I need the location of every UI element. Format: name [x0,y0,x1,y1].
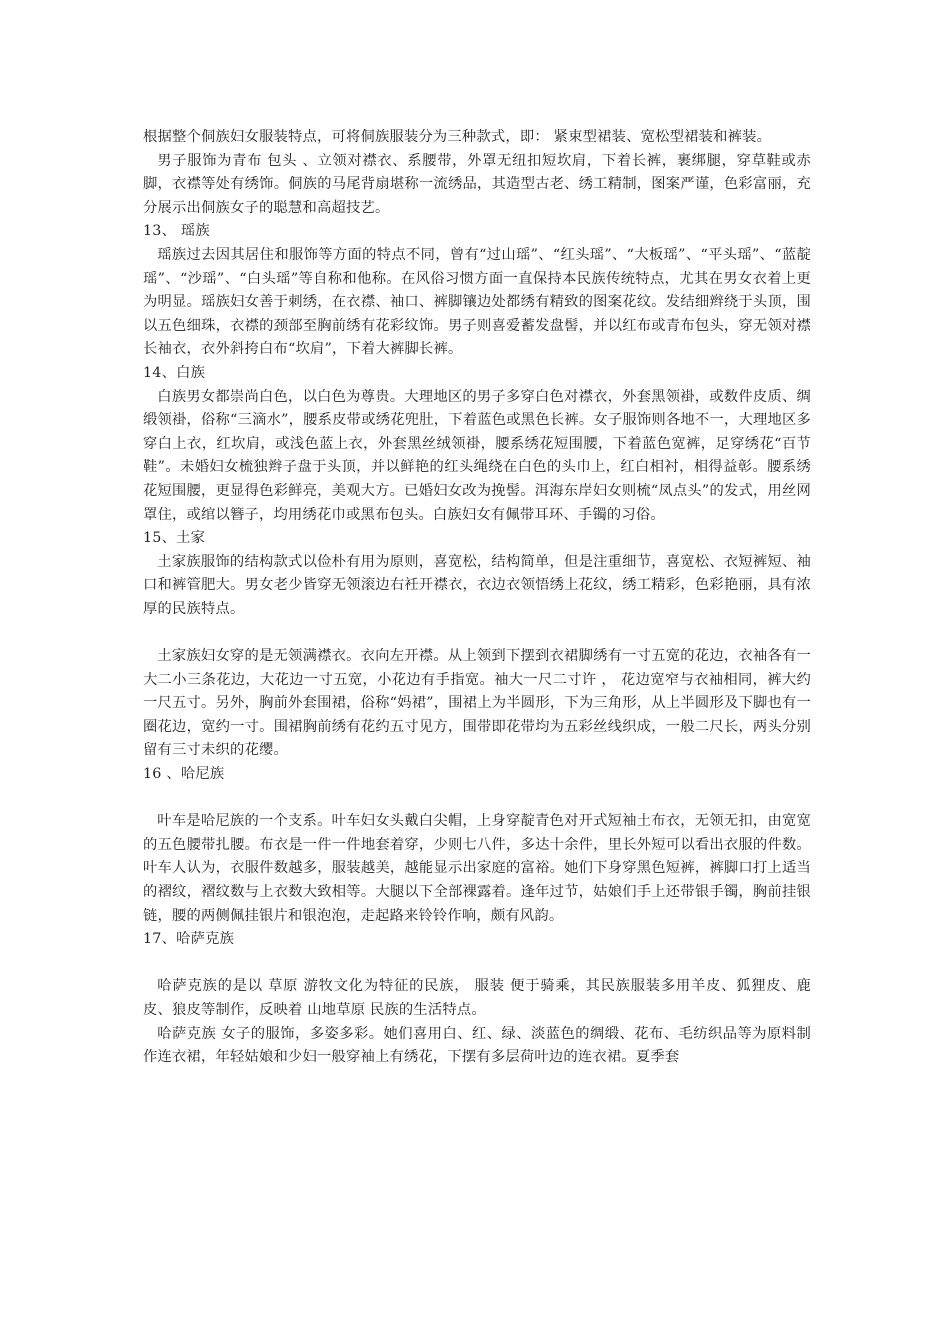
heading-tujia: 15、土家 [143,530,206,547]
heading-hani: 16 、哈尼族 [143,766,225,783]
heading-yao: 13、 瑶族 [143,223,210,240]
paragraph-tujia-general: 土家族服饰的结构款式以俭朴有用为原则，喜宽松，结构简单，但是注重细节，喜宽松、衣短裤短、袖口和裤管肥大。男女老少皆穿无领滚边右衽开襟衣，衣边衣领悟绣上花纹，绣工精彩，色彩艳丽，具有浓厚的民族特点。 [143,553,811,617]
blank-line [143,621,811,645]
paragraph-hani: 叶车是哈尼族的一个支系。叶车妇女头戴白尖帽，上身穿靛青色对开式短袖土布衣，无领无扣，由宽宽的五色腰带扎腰。布衣是一件一件地套着穿，少则七八件，多达十余件，里长外短可以看出衣服的件数。叶车人认为，衣服件数越多，服装越美，越能显示出家庭的富裕。她们下身穿黑色短裤，裤脚口打上适当的褶纹，褶纹数与上衣数大致相等。大腿以下全部裸露着。逢年过节，姑娘们手上还带银手镯，胸前挂银链，腰的两侧佩挂银片和银泡泡，走起路来铃铃作响，颇有风韵。 [143,813,811,924]
heading-bai: 14、白族 [143,364,206,381]
paragraph-kazakh-general: 哈萨克族的是以 草原 游牧文化为特征的民族， 服装 便于骑乘，其民族服装多用羊皮、狐狸皮、鹿皮、狼皮等制作，反映着 山地草原 民族的生活特点。 [143,978,811,1018]
paragraph-tujia-women: 土家族妇女穿的是无领满襟衣。衣向左开襟。从上领到下摆到衣裙脚绣有一寸五宽的花边，衣袖各有一大二小三条花边，大花边一寸五宽，小花边有手指宽。袖大一尺二寸许 ， 花边宽窄与衣袖相同，裤大约一尺五寸。另外，胸前外套围裙，俗称“妈裙”，围裙上为半圆形，下为三角形，从上半圆形及下脚也有一圈花边，宽约一寸。围裙胸前绣有花约五寸见方，围带即花带均为五彩丝线织成，一般二尺长，两头分别留有三寸未织的花缨。 [143,648,811,759]
document-body [143,126,811,1070]
blank-line [143,787,811,811]
paragraph-yao: 瑶族过去因其居住和服饰等方面的特点不同，曾有“过山瑶”、“红头瑶”、“大板瑶”、“平头瑶”、“蓝靛瑶”、“沙瑶”、“白头瑶”等自称和他称。在风俗习惯方面一直保持本民族传统特点，尤其在男女衣着上更为明显。瑶族妇女善于刺绣，在衣襟、袖口、裤脚镶边处都绣有精致的图案花纹。发结细辫绕于头顶，围以五色细珠，衣襟的颈部至胸前绣有花彩纹饰。男子则喜爱蓄发盘髻，并以红布或青布包头，穿无领对襟长袖衣，衣外斜挎白布“坎肩”，下着大裤脚长裤。 [143,246,811,358]
paragraph-dong-men-clothing: 男子服饰为青布 包头 、立领对襟衣、系腰带，外罩无纽扣短坎肩，下着长裤，裹绑腿，穿草鞋或赤脚，衣襟等处有绣饰。侗族的马尾背扇堪称一流绣品，其造型古老、绣工精制，图案严谨，色彩富丽，充分展示出侗族女子的聪慧和高超技艺。 [143,152,811,216]
paragraph-kazakh-women: 哈萨克族 女子的服饰，多姿多彩。她们喜用白、红、绿、淡蓝色的绸缎、花布、毛纺织品等为原料制作连衣裙，年轻姑娘和少妇一般穿袖上有绣花，下摆有多层荷叶边的连衣裙。夏季套 [143,1025,811,1066]
paragraph-bai: 白族男女都崇尚白色，以白色为尊贵。大理地区的男子多穿白色对襟衣，外套黑领褂，或数件皮质、绸缎领褂，俗称“三滴水”，腰系皮带或绣花兜肚，下着蓝色或黑色长裤。女子服饰则各地不一，大理地区多穿白上衣，红坎肩，或浅色蓝上衣，外套黑丝绒领褂，腰系绣花短围腰，下着蓝色宽裤，足穿绣花“百节鞋”。未婚妇女梳独辫子盘于头顶，并以鲜艳的红头绳绕在白色的头巾上，红白相衬，相得益彰。腰系绣花短围腰，更显得色彩鲜亮，美观大方。已婚妇女改为挽髻。洱海东岸妇女则梳“凤点头”的发式，用丝网罩住，或绾以簪子，均用绣花巾或黑布包头。白族妇女有佩带耳环、手镯的习俗。 [143,388,811,523]
paragraph-dong-women-styles: 根据整个侗族妇女服装特点，可将侗族服装分为三种款式，即： 紧束型裙装、宽松型裙装和裤装。 [143,129,772,145]
heading-kazakh: 17、哈萨克族 [143,931,235,948]
blank-line [143,952,811,976]
